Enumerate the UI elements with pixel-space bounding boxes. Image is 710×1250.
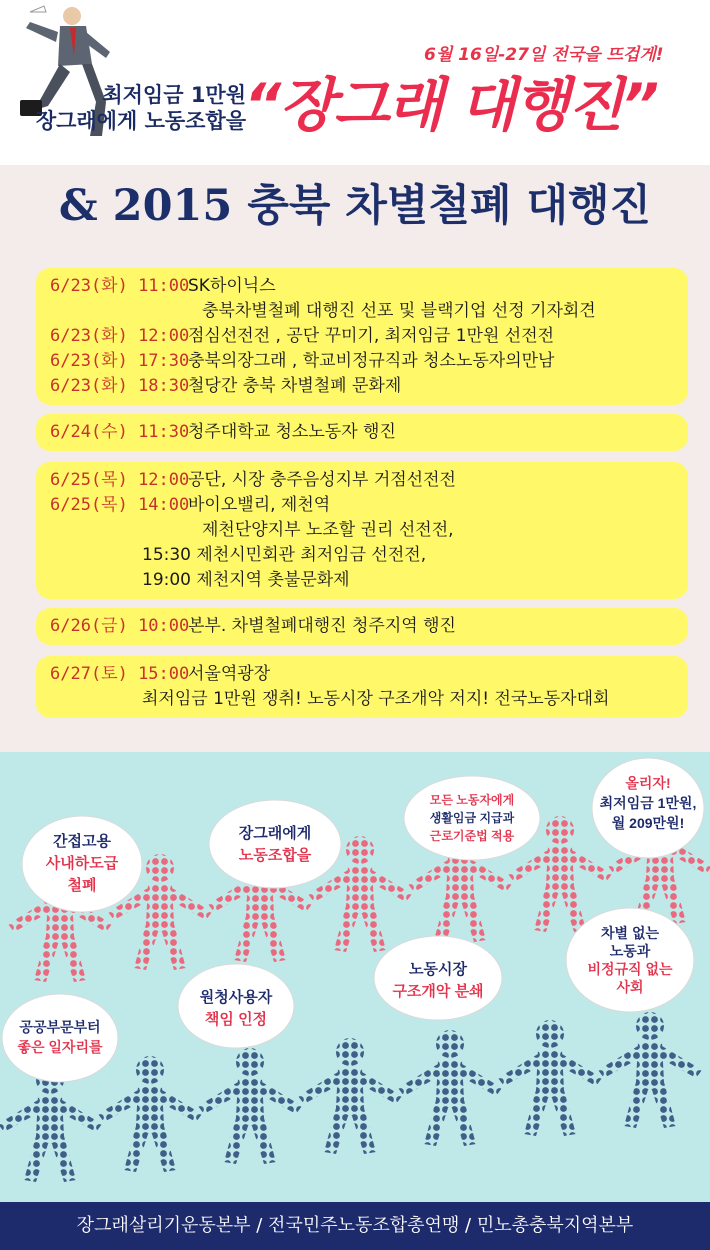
schedule-row — [50, 614, 674, 639]
schedule-date: 6/27(토) 15:00 — [50, 664, 190, 684]
slogan-line-1: 최저임금 1만원 — [102, 83, 246, 107]
schedule-desc: 점심선전전 , 공단 꾸미기, 최저임금 1만원 선전전 — [188, 326, 555, 346]
schedule-desc: 철당간 충북 차별철폐 문화제 — [188, 376, 402, 396]
slogan — [16, 82, 246, 134]
bubble-text: 사내하도급 — [45, 855, 119, 872]
schedule-desc: 공단, 시장 충주음성지부 거점선전전 — [188, 470, 456, 490]
schedule-desc: 청주대학교 청소노동자 행진 — [188, 422, 396, 442]
schedule-row — [50, 324, 674, 349]
bubble-text: 공공부문부터 — [19, 1019, 101, 1035]
speech-bubble — [2, 994, 118, 1082]
footer-organizations: 장그래살리기운동본부 / 전국민주노동조합총연맹 / 민노총충북지역본부 — [0, 1202, 710, 1250]
schedule-row — [50, 349, 674, 374]
bubble-text: 간접고용 — [53, 833, 111, 850]
schedule-box-0626 — [36, 608, 688, 645]
schedule-row: 19:00 제천지역 촛불문화제 — [142, 570, 350, 590]
bubble-text: 모든 노동자에게 — [429, 793, 515, 807]
schedule-row — [50, 274, 674, 299]
speech-bubble — [209, 800, 341, 888]
schedule-date: 6/23(화) 18:30 — [50, 376, 190, 396]
schedule-row: 15:30 제천시민회관 최저임금 선전전, — [142, 545, 427, 565]
schedule-row — [50, 420, 674, 445]
bubble-text: 최저임금 1만원, — [599, 795, 697, 811]
bubble-text: 월 209만원! — [611, 815, 685, 831]
schedule-desc: 본부. 차별철폐대행진 청주지역 행진 — [188, 616, 456, 636]
page-subtitle: & 2015 충북 차별철폐 대행진 — [58, 181, 652, 231]
schedule-box-0627 — [36, 656, 688, 718]
worker-chain-illustration — [0, 752, 710, 1202]
bubble-text: 철폐 — [67, 877, 97, 894]
bubble-text: 구조개악 분쇄 — [392, 983, 484, 1000]
speech-bubble — [566, 908, 694, 1012]
main-title: “장그래 대행진” — [244, 71, 658, 139]
schedule-date: 6/24(수) 11:30 — [50, 422, 190, 442]
bubble-text: 차별 없는 — [601, 925, 659, 941]
schedule-box-0625 — [36, 462, 688, 599]
schedule-desc: 충북의장그래 , 학교비정규직과 청소노동자의만남 — [188, 351, 555, 371]
schedule-date: 6/25(목) 14:00 — [50, 495, 190, 515]
schedule-desc: 바이오밸리, 제천역 — [188, 495, 331, 515]
schedule-date: 6/26(금) 10:00 — [50, 616, 190, 636]
bubble-text: 노동시장 — [409, 961, 467, 978]
schedule-desc: SK하이닉스 — [188, 276, 276, 296]
header-banner — [0, 0, 710, 165]
tagline: 6월 16일-27일 전국을 뜨겁게! — [424, 45, 664, 65]
bubble-text: 원청사용자 — [199, 989, 273, 1006]
bubble-text: 생활임금 지급과 — [429, 811, 515, 825]
schedule-row: 제천단양지부 노조할 권리 선전전, — [202, 520, 454, 540]
bubble-text: 좋은 일자리를 — [17, 1039, 103, 1055]
schedule-date: 6/23(화) 12:00 — [50, 326, 190, 346]
bubble-text: 근로기준법 적용 — [429, 829, 515, 843]
speech-bubble — [178, 964, 294, 1048]
schedule-row: 최저임금 1만원 쟁취! 노동시장 구조개악 저지! 전국노동자대회 — [142, 689, 610, 709]
schedule-box-0623 — [36, 268, 688, 405]
schedule-row — [50, 374, 674, 399]
schedule-row: 충북차별철폐 대행진 선포 및 블랙기업 선정 기자회견 — [202, 301, 596, 321]
bubble-text: 노동조합을 — [238, 847, 312, 864]
schedule-date: 6/25(목) 12:00 — [50, 470, 190, 490]
bubble-text: 책임 인정 — [204, 1011, 268, 1028]
bubble-text: 비정규직 없는 — [587, 961, 673, 977]
schedule-box-0624 — [36, 414, 688, 451]
bubble-text: 장그래에게 — [238, 825, 312, 842]
schedule-date: 6/23(화) 17:30 — [50, 351, 190, 371]
bubble-text: 노동과 — [609, 943, 651, 959]
slogan-line-2: 장그래에게 노동조합을 — [35, 109, 246, 133]
schedule-date: 6/23(화) 11:00 — [50, 276, 190, 296]
speech-bubble — [374, 936, 502, 1020]
schedule-row — [50, 493, 674, 518]
bubble-text: 사회 — [616, 979, 644, 995]
schedule-row — [50, 468, 674, 493]
schedule-row — [50, 662, 674, 687]
schedule-desc: 서울역광장 — [188, 664, 271, 684]
worker-chain-graphic — [0, 752, 710, 1202]
bubble-text: 올리자! — [625, 775, 671, 791]
